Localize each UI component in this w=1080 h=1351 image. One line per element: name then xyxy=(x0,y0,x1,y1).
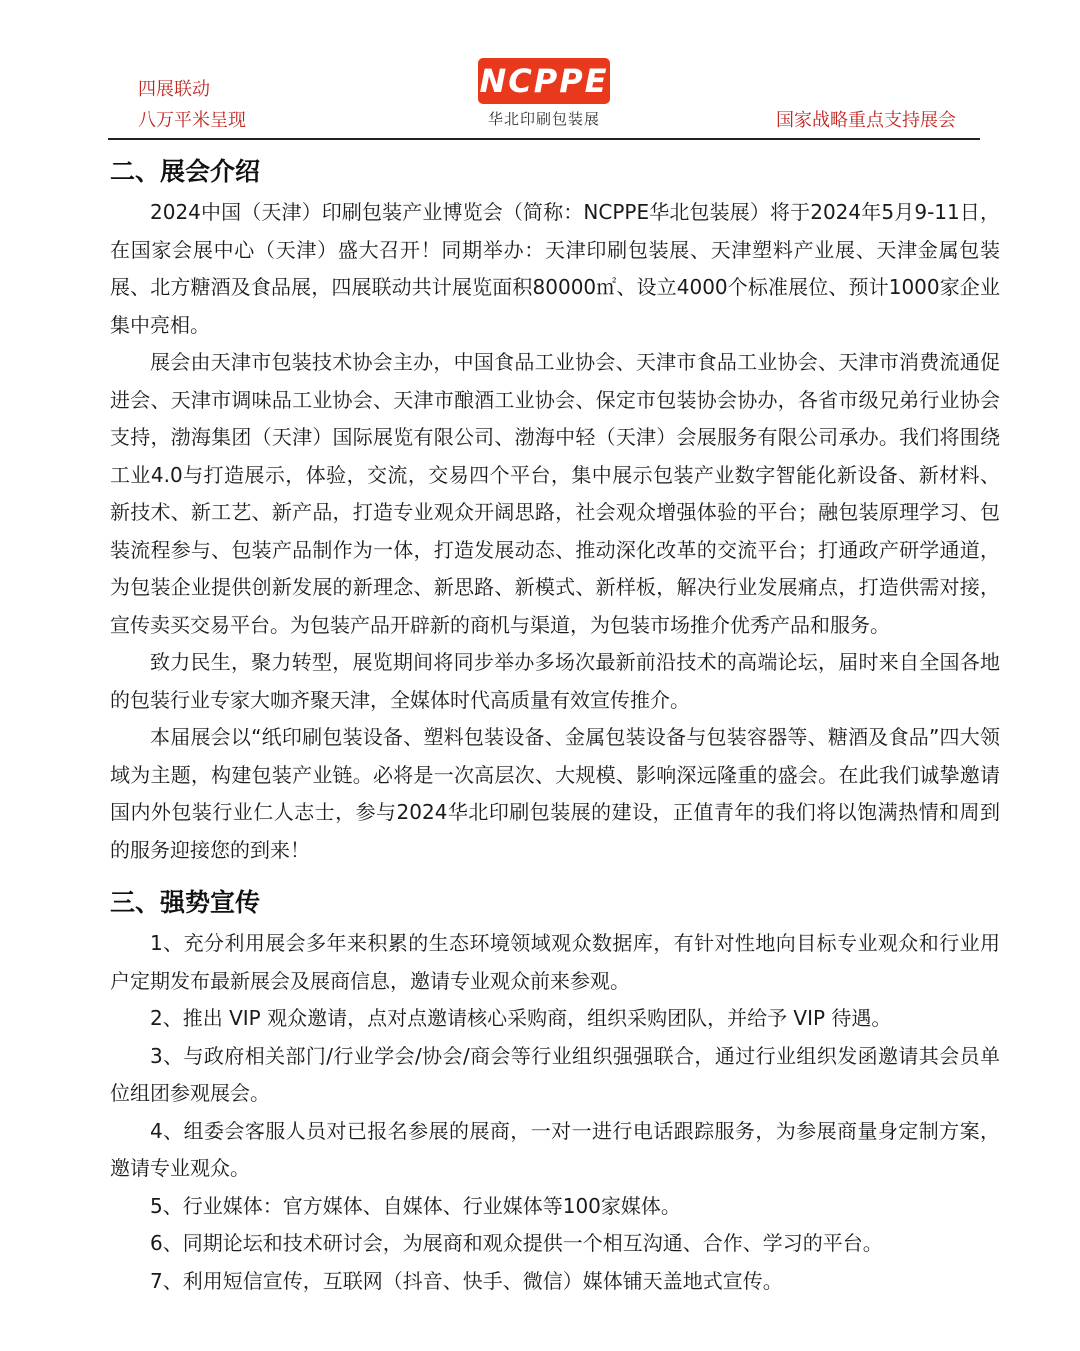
intro-paragraph: 2024中国（天津）印刷包装产业博览会（简称：NCPPE华北包装展）将于2024年5月9-11日，在国家会展中心（天津）盛大召开！同期举办：天津印刷包装展、天津塑料产业展、天津金属包装展、北方糖酒及食品展，四展联动共计展览面积80000㎡、设立4000个标准展位、预计1000家企业集中亮相。 xyxy=(110,200,1000,337)
promo-list-item: 5、行业媒体：官方媒体、自媒体、行业媒体等100家媒体。 xyxy=(150,1193,681,1218)
promo-list-item: 2、推出 VIP 观众邀请，点对点邀请核心采购商，组织采购团队，并给予 VIP 待遇。 xyxy=(150,1006,892,1030)
slogan-eighty-thousand-sqm: 八万平米呈现 xyxy=(138,110,246,131)
intro-paragraph: 本届展会以“纸印刷包装设备、塑料包装设备、金属包装设备与包装容器等、糖酒及食品”四大领域为主题，构建包装产业链。必将是一次高层次、大规模、影响深远隆重的盛会。在此我们诚挚邀请国内外包装行业仁人志士，参与2024华北印刷包装展的建设，正值青年的我们将以饱满热情和周到的服务迎接您的到来！ xyxy=(110,725,1000,862)
slogan-national-strategy: 国家战略重点支持展会 xyxy=(776,110,956,131)
section-heading-intro: 二、展会介绍 xyxy=(110,157,261,186)
ncppe-logo xyxy=(478,58,610,132)
intro-paragraph: 致力民生，聚力转型，展览期间将同步举办多场次最新前沿技术的高端论坛，届时来自全国各地的包装行业专家大咖齐聚天津，全媒体时代高质量有效宣传推介。 xyxy=(110,650,1000,712)
header-divider xyxy=(108,138,980,140)
promo-list-item: 6、同期论坛和技术研讨会，为展商和观众提供一个相互沟通、合作、学习的平台。 xyxy=(150,1231,883,1255)
page-header xyxy=(0,0,1080,142)
logo-mark: NCPPE xyxy=(478,58,610,104)
promo-list-item: 3、与政府相关部门/行业学会/协会/商会等行业组织强强联合，通过行业组织发函邀请其会员单位组团参观展会。 xyxy=(110,1043,1000,1105)
section-spacer xyxy=(110,869,1000,881)
logo-subtitle: 华北印刷包装展 xyxy=(487,110,600,128)
promo-list-item: 1、充分利用展会多年来积累的生态环境领域观众数据库，有针对性地向目标专业观众和行业用户定期发布最新展会及展商信息，邀请专业观众前来参观。 xyxy=(110,931,1000,993)
document-body xyxy=(110,150,1000,1300)
section-heading-promotion: 三、强势宣传 xyxy=(110,888,261,917)
intro-paragraph: 展会由天津市包装技术协会主办，中国食品工业协会、天津市食品工业协会、天津市消费流通促进会、天津市调味品工业协会、天津市酿酒工业协会、保定市包装协会协办，各省市级兄弟行业协会支持，渤海集团（天津）国际展览有限公司、渤海中轻（天津）会展服务有限公司承办。我们将围绕工业4.0与打造展示，体验，交流，交易四个平台，集中展示包装产业数字智能化新设备、新材料、新技术、新工艺、新产品，打造专业观众开阔思路，社会观众增强体验的平台；融包装原理学习、包装流程参与、包装产品制作为一体，打造发展动态、推动深化改革的交流平台；打通政产研学通道，为包装企业提供创新发展的新理念、新思路、新模式、新样板，解决行业发展痛点，打造供需对接，宣传卖买交易平台。为包装产品开辟新的商机与渠道，为包装市场推介优秀产品和服务。 xyxy=(110,350,1000,637)
promo-list-item: 7、利用短信宣传，互联网（抖音、快手、微信）媒体铺天盖地式宣传。 xyxy=(150,1268,783,1293)
slogan-four-exhibitions: 四展联动 xyxy=(138,79,210,100)
promo-list-item: 4、组委会客服人员对已报名参展的展商，一对一进行电话跟踪服务，为参展商量身定制方案，邀请专业观众。 xyxy=(110,1118,1000,1180)
